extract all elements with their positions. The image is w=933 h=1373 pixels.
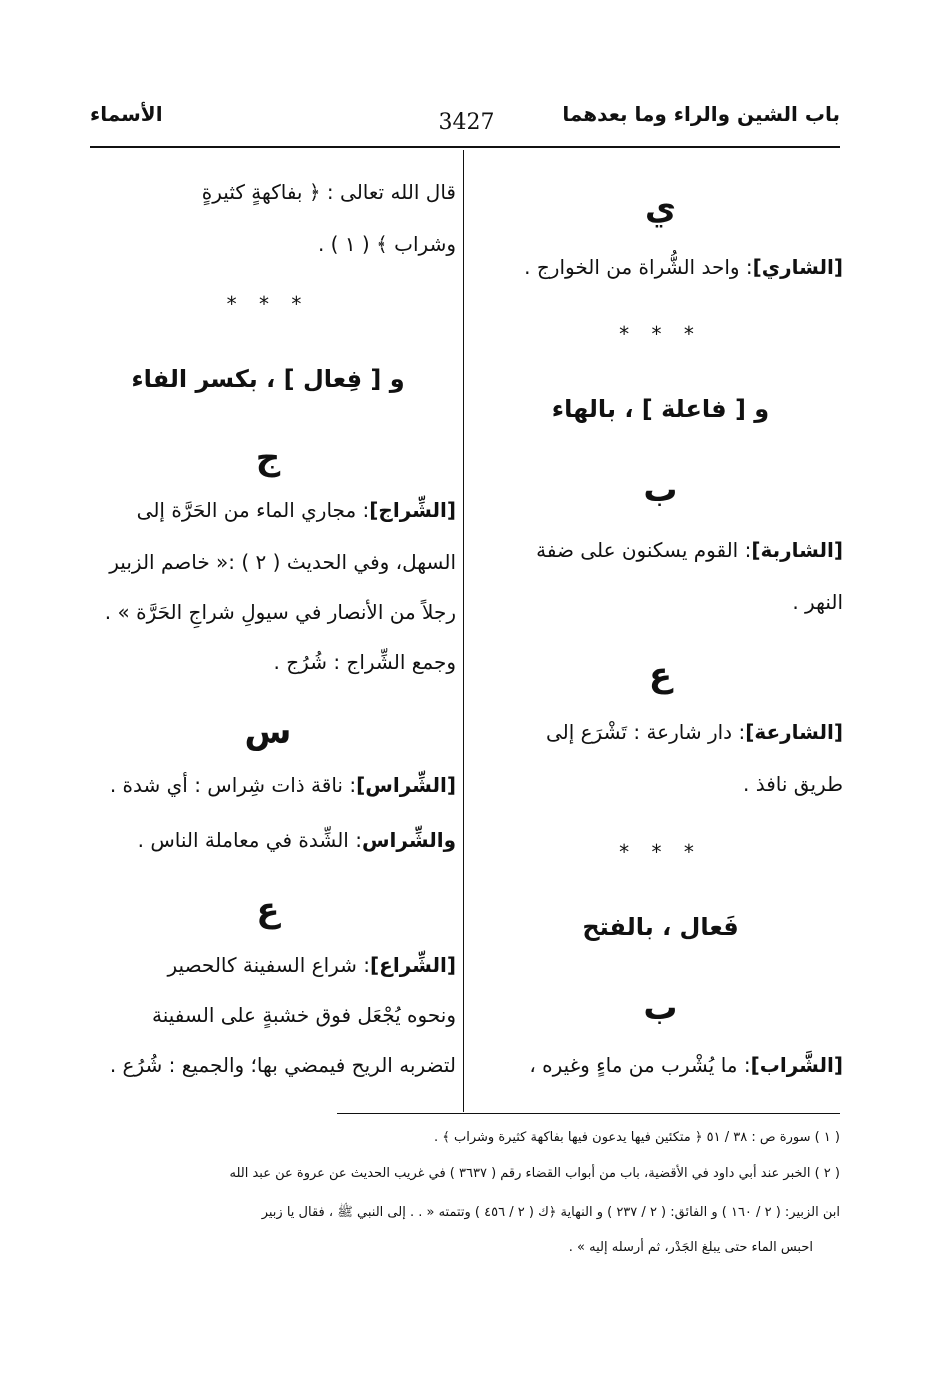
footnote-2-continuation: احبس الماء حتى يبلغ الجَدْر، ثم أرسله إليه » . bbox=[568, 1240, 813, 1255]
entry-term: [الشاري] bbox=[752, 255, 843, 279]
letter-heading-ya: ي bbox=[644, 188, 677, 228]
entry-shiras bbox=[80, 773, 456, 797]
letter-heading-ba: ب bbox=[643, 988, 678, 1028]
entry-shari bbox=[478, 255, 843, 279]
entry-continuation: وجمع الشِّراج : شُرُج . bbox=[273, 650, 456, 674]
entry-continuation: لتضربه الريح فيمضي بها؛ والجميع : شُرُع . bbox=[109, 1053, 456, 1077]
section-heading-fial: و [ فِعال ] ، بكسر الفاء bbox=[131, 365, 405, 393]
section-title: الأسماء bbox=[90, 102, 163, 126]
footnote-1: ( ١ ) سورة ص : ٣٨ / ٥١ ﴿ متكئين فيها يدعون فيها بفاكهة كثيرة وشراب ﴾ . bbox=[434, 1130, 840, 1145]
quran-quote: قال الله تعالى : ﴿ بفاكهةٍ كثيرةٍ bbox=[201, 180, 456, 204]
section-heading-faila: و [ فاعلة ] ، بالهاء bbox=[551, 395, 770, 423]
section-separator: * * * bbox=[619, 322, 702, 346]
footnote-2: ( ٢ ) الخبر عند أبي داود في الأقضية، باب من أبواب القضاء رقم ( ٣٦٣٧ ) في غريب الحديث عن عروة عن عبد الله bbox=[229, 1166, 840, 1181]
footnote-rule bbox=[337, 1113, 840, 1114]
page-number: 3427 bbox=[438, 110, 495, 135]
quran-quote-end: وشراب ﴾ ( ١ ) . bbox=[317, 232, 456, 256]
letter-heading-ain: ع bbox=[648, 655, 673, 695]
entry-definition: : القوم يسكنون على ضفة bbox=[536, 538, 752, 562]
entry-shariba bbox=[478, 538, 843, 562]
entry-shiraa bbox=[80, 953, 456, 977]
entry-continuation: السهل، وفي الحديث ( ٢ ) :« خاصم الزبير bbox=[109, 550, 456, 574]
entry-term: [الشاربة] bbox=[751, 538, 843, 562]
entry-sharab bbox=[478, 1053, 843, 1077]
entry-shiraj bbox=[80, 498, 456, 522]
entry-definition: : واحد الشُّراة من الخوارج . bbox=[524, 255, 753, 279]
letter-heading-sin: س bbox=[244, 712, 292, 752]
letter-heading-ba: ب bbox=[643, 470, 678, 510]
entry-definition: : ناقة ذات شِراس : أي شدة . bbox=[109, 773, 357, 797]
section-separator: * * * bbox=[619, 840, 702, 864]
entry-continuation: رجلاً من الأنصار في سيولِ شراجِ الحَرَّة » . bbox=[104, 600, 456, 624]
entry-definition: : شراع السفينة كالحصير bbox=[167, 953, 371, 977]
letter-heading-jim: ج bbox=[255, 438, 281, 478]
entry-definition: : ما يُشْرب من ماءٍ وغيره ، bbox=[529, 1053, 751, 1077]
entry-term: [الشَّراب] bbox=[750, 1053, 843, 1077]
entry-definition: : دار شارعة : تَشْرَع إلى bbox=[545, 720, 746, 744]
column-divider bbox=[463, 150, 464, 1112]
entry-term: [الشِّراس] bbox=[356, 773, 456, 797]
entry-continuation: ونحوه يُجْعَل فوق خشبةٍ على السفينة bbox=[151, 1003, 456, 1027]
entry-term: والشِّراس bbox=[361, 828, 456, 852]
section-heading-faal: فَعال ، بالفتح bbox=[582, 913, 739, 941]
entry-shiras-2 bbox=[80, 828, 456, 852]
chapter-title: باب الشين والراء وما بعدهما bbox=[562, 102, 840, 126]
entry-continuation: النهر . bbox=[792, 590, 843, 614]
footnote-2-continuation: ابن الزبير: ( ٢ / ١٦٠ ) و الفائق: ( ٢ / ٢٣٧ ) و النهاية ﴿ك ( ٢ / ٤٥٦ ) وتتمته « . . إلى النبي ﷺ ، فقال يا زبير bbox=[261, 1205, 840, 1220]
entry-shariaa bbox=[478, 720, 843, 744]
entry-definition: : الشِّدة في معاملة الناس . bbox=[137, 828, 362, 852]
letter-heading-ain: ع bbox=[256, 890, 280, 930]
entry-term: [الشِّراع] bbox=[370, 953, 456, 977]
entry-term: [الشارعة] bbox=[745, 720, 843, 744]
entry-continuation: طريق نافذ . bbox=[743, 772, 843, 796]
section-separator: * * * bbox=[226, 292, 310, 316]
entry-term: [الشِّراج] bbox=[369, 498, 456, 522]
header-rule bbox=[90, 146, 840, 148]
entry-definition: : مجاري الماء من الحَرَّة إلى bbox=[136, 498, 370, 522]
